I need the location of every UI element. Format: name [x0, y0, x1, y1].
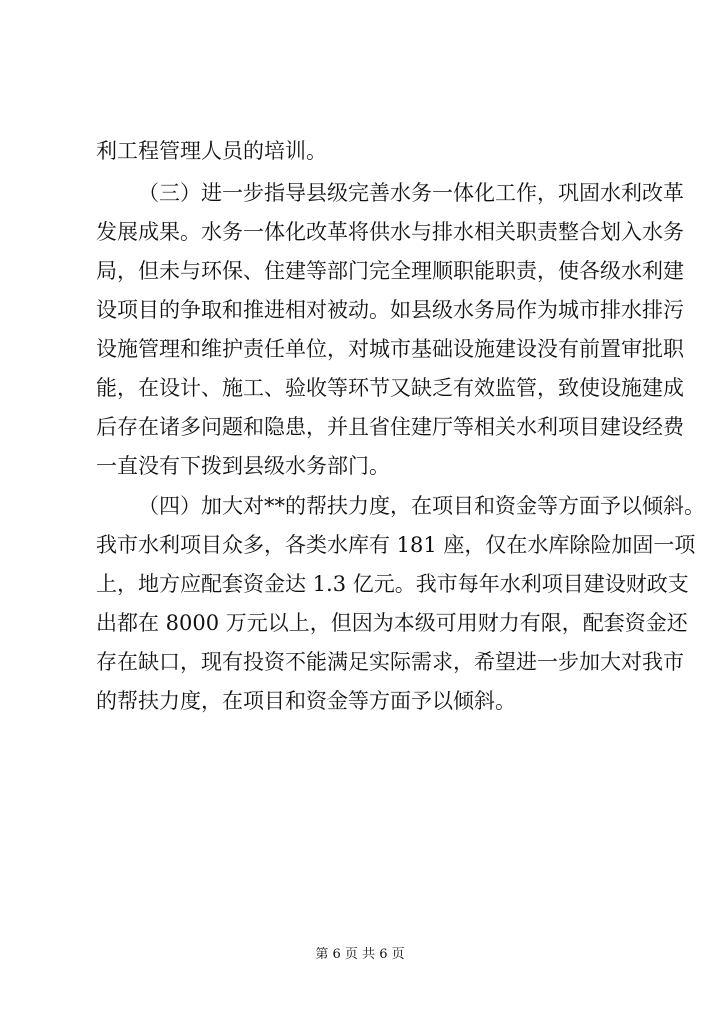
paragraph-2-line-4: 设项目的争取和推进相对被动。如县级水务局作为城市排水排污 [96, 298, 684, 322]
paragraph-2-line-5: 设施管理和维护责任单位，对城市基础设施建设没有前置审批职 [96, 337, 684, 361]
page-number-footer: 第 6 页 共 6 页 [315, 947, 405, 962]
paragraph-1-line-1: 利工程管理人员的培训。 [96, 139, 327, 163]
paragraph-3-line-3: 上，地方应配套资金达 1.3 亿元。我市每年水利项目建设财政支 [96, 572, 689, 596]
paragraph-3-line-5: 存在缺口，现有投资不能满足实际需求，希望进一步加大对我市 [96, 650, 684, 674]
paragraph-2-line-3: 局，但未与环保、住建等部门完全理顺职能职责，使各级水利建 [96, 259, 684, 283]
paragraph-2-line-1: （三）进一步指导县级完善水务一体化工作，巩固水利改革 [138, 181, 684, 205]
paragraph-2-line-2: 发展成果。水务一体化改革将供水与排水相关职责整合划入水务 [96, 220, 684, 244]
paragraph-3-line-6: 的帮扶力度，在项目和资金等方面予以倾斜。 [96, 689, 516, 713]
paragraph-3-line-1: （四）加大对**的帮扶力度，在项目和资金等方面予以倾斜。 [138, 494, 705, 518]
paragraph-3-line-4: 出都在 8000 万元以上，但因为本级可用财力有限，配套资金还 [96, 611, 688, 635]
paragraph-3-line-2: 我市水利项目众多，各类水库有 181 座，仅在水库除险加固一项 [96, 533, 696, 557]
paragraph-2-line-6: 能，在设计、施工、验收等环节又缺乏有效监管，致使设施建成 [96, 376, 684, 400]
paragraph-2-line-7: 后存在诸多问题和隐患，并且省住建厅等相关水利项目建设经费 [96, 415, 684, 439]
paragraph-2-line-8: 一直没有下拨到县级水务部门。 [96, 454, 390, 478]
